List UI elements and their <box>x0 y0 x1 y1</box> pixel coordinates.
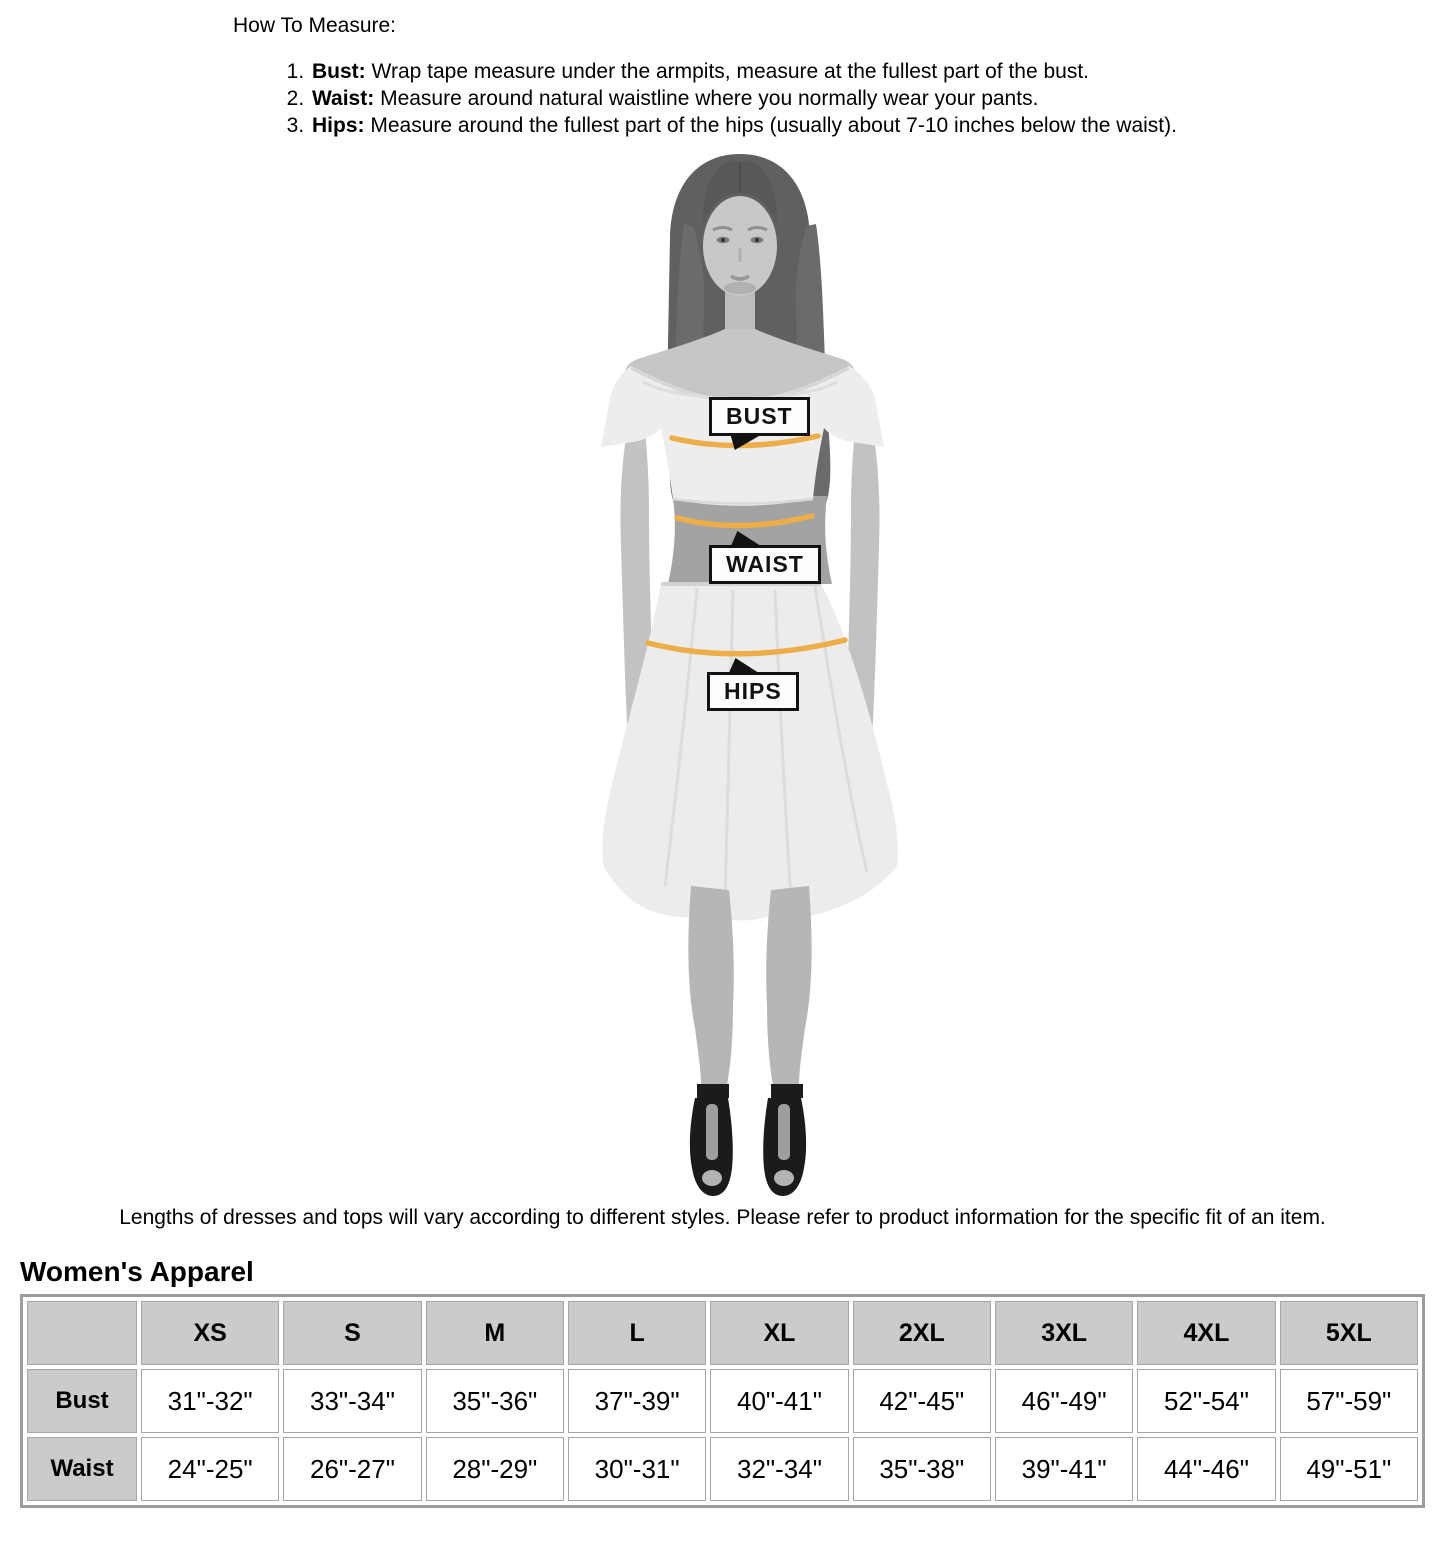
waist-row-label: Waist <box>27 1437 137 1501</box>
corner-cell <box>27 1301 137 1365</box>
bust-label <box>709 397 810 436</box>
bust-row <box>27 1369 1418 1433</box>
instruction-waist <box>310 85 1177 112</box>
instruction-hips <box>310 112 1177 139</box>
measure-instructions <box>310 58 1177 139</box>
waist-s: 26"-27" <box>283 1437 421 1501</box>
waist-m: 28"-29" <box>426 1437 564 1501</box>
instruction-waist-label: Waist: <box>312 87 375 110</box>
bust-2xl: 42"-45" <box>853 1369 991 1433</box>
size-header-xs: XS <box>141 1301 279 1365</box>
instruction-bust-text: Wrap tape measure under the armpits, measure at the fullest part of the bust. <box>371 60 1090 83</box>
size-chart-table <box>20 1294 1425 1508</box>
length-note: Lengths of dresses and tops will vary according to different styles. Please refer to product information for the specific fit of an item. <box>119 1206 1326 1229</box>
high-heel-shoes <box>690 1084 806 1196</box>
howto-title: How To Measure: <box>233 14 397 37</box>
bust-m: 35"-36" <box>426 1369 564 1433</box>
bust-5xl: 57"-59" <box>1280 1369 1418 1433</box>
hips-label-text: HIPS <box>724 678 782 704</box>
waist-label-text: WAIST <box>726 551 804 577</box>
waist-4xl: 44"-46" <box>1137 1437 1275 1501</box>
size-header-3xl: 3XL <box>995 1301 1133 1365</box>
size-header-xl: XL <box>710 1301 848 1365</box>
bust-l: 37"-39" <box>568 1369 706 1433</box>
waist-xl: 32"-34" <box>710 1437 848 1501</box>
size-header-m: M <box>426 1301 564 1365</box>
size-header-s: S <box>283 1301 421 1365</box>
waist-label <box>709 545 821 584</box>
size-header-4xl: 4XL <box>1137 1301 1275 1365</box>
bust-3xl: 46"-49" <box>995 1369 1133 1433</box>
bust-label-text: BUST <box>726 403 793 429</box>
instruction-bust-label: Bust: <box>312 60 366 83</box>
bust-s: 33"-34" <box>283 1369 421 1433</box>
instruction-waist-text: Measure around natural waistline where you normally wear your pants. <box>380 87 1039 110</box>
waist-row <box>27 1437 1418 1501</box>
bust-4xl: 52"-54" <box>1137 1369 1275 1433</box>
waist-xs: 24"-25" <box>141 1437 279 1501</box>
bust-row-label: Bust <box>27 1369 137 1433</box>
waist-2xl: 35"-38" <box>853 1437 991 1501</box>
waist-l: 30"-31" <box>568 1437 706 1501</box>
size-header-2xl: 2XL <box>853 1301 991 1365</box>
hips-label <box>707 672 799 711</box>
bust-xs: 31"-32" <box>141 1369 279 1433</box>
instruction-bust <box>310 58 1177 85</box>
size-header-row <box>27 1301 1418 1365</box>
instruction-hips-text: Measure around the fullest part of the hips (usually about 7-10 inches below the waist). <box>370 114 1177 137</box>
waist-5xl: 49"-51" <box>1280 1437 1418 1501</box>
instruction-hips-label: Hips: <box>312 114 365 137</box>
section-title: Women's Apparel <box>20 1256 254 1287</box>
bust-xl: 40"-41" <box>710 1369 848 1433</box>
size-header-5xl: 5XL <box>1280 1301 1418 1365</box>
waist-3xl: 39"-41" <box>995 1437 1133 1501</box>
model-figure <box>585 146 915 1206</box>
size-header-l: L <box>568 1301 706 1365</box>
